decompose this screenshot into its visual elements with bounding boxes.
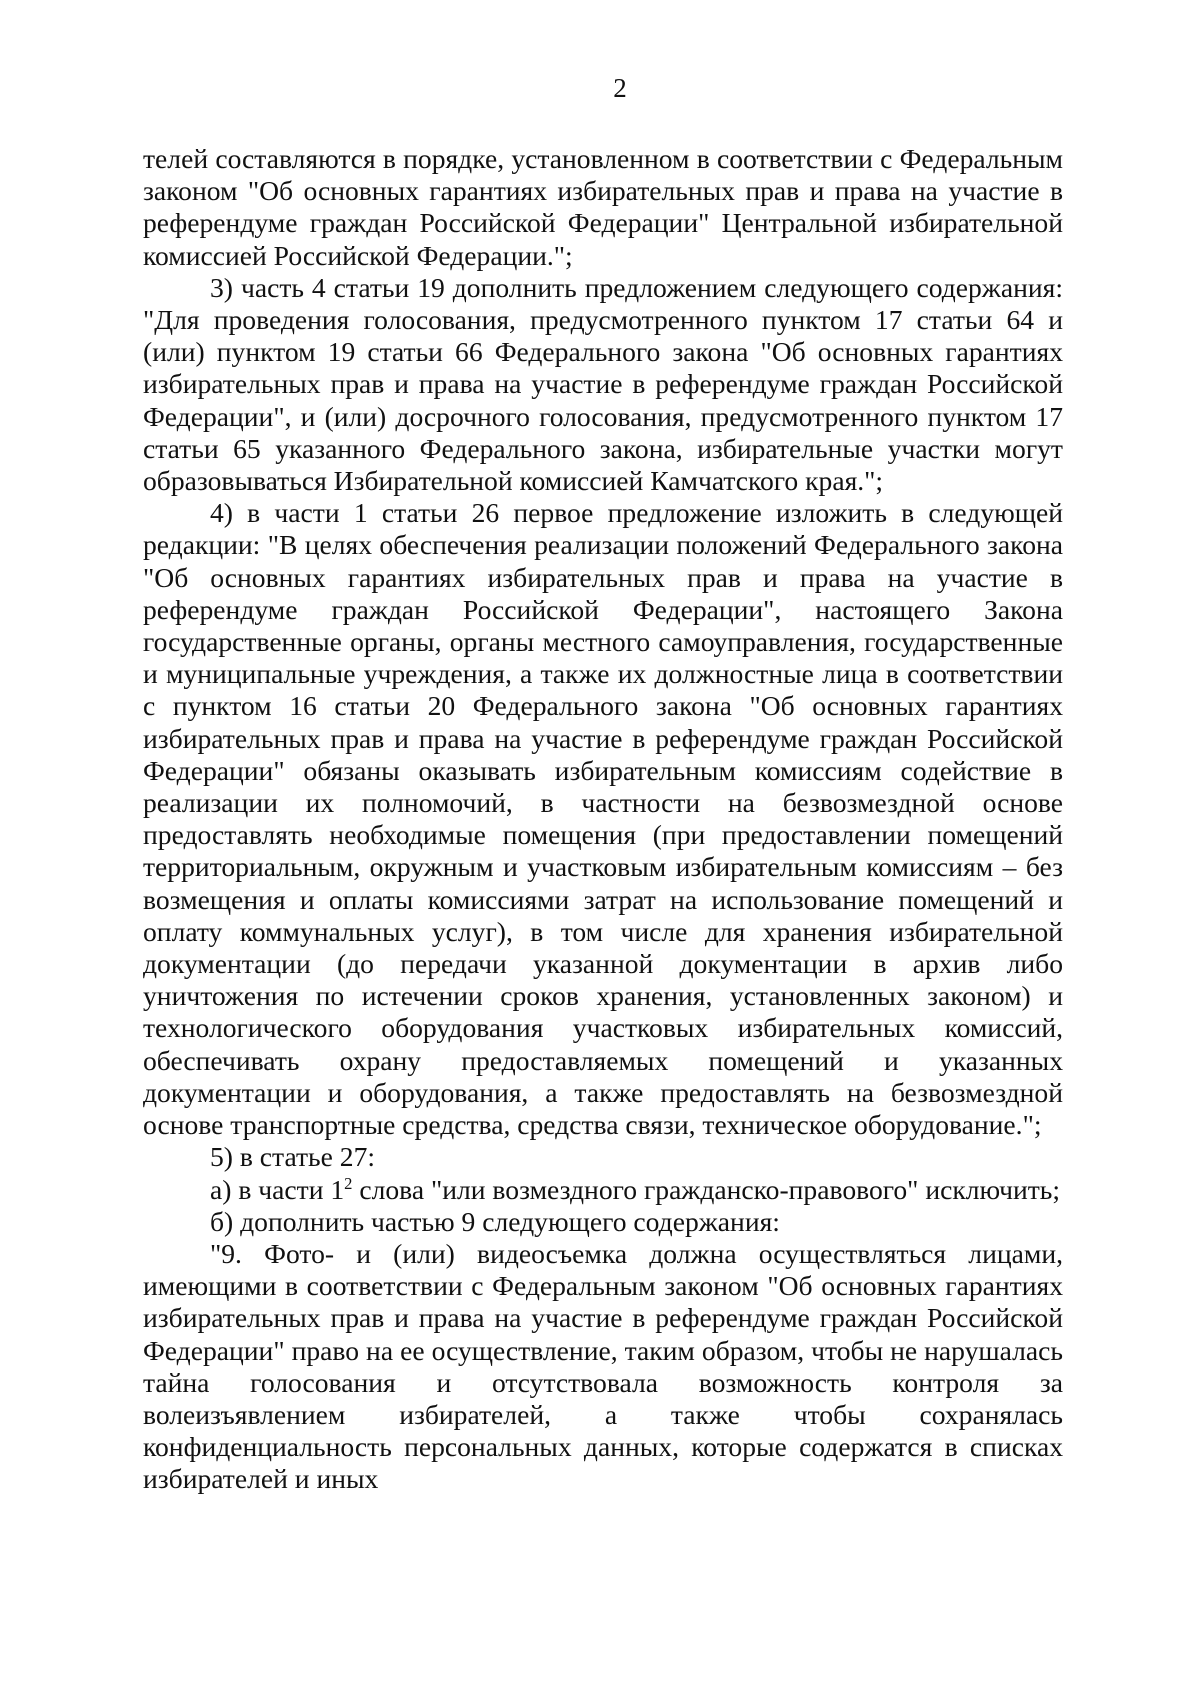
paragraph-continuation: телей составляются в порядке, установленном в соответствии с Федеральным законом "Об основных гарантиях избирательных прав и права на участие в референдуме граждан Российской Федерации" Центральной избирательной комиссией Российской Федерации."; — [143, 143, 1063, 271]
item-a-superscript: 2 — [344, 1173, 353, 1193]
paragraph-item-5b: б) дополнить частью 9 следующего содержания: — [210, 1205, 780, 1237]
page-number: 2 — [613, 73, 627, 103]
paragraph-item-5: 5) в статье 27: — [210, 1141, 376, 1173]
paragraph-item-5a — [143, 1174, 1063, 1206]
paragraph-item-4: 4) в части 1 статьи 26 первое предложение изложить в следующей редакции: "В целях обеспечения реализации положений Федерального закона "Об основных гарантиях избирательных прав и права на участие в референдуме граждан Российской Федерации", настоящего Закона государственные органы, органы местного самоуправления, государственные и муниципальные учреждения, а также их должностные лица в соответствии с пунктом 16 статьи 20 Федерального закона "Об основных гарантиях избирательных прав и права на участие в референдуме граждан Российской Федерации" обязаны оказывать избирательным комиссиям содействие в реализации их полномочий, в частности на безвозмездной основе предоставлять необходимые помещения (при предоставлении помещений территориальным, окружным и участковым избирательным комиссиям – без возмещения и оплаты комиссиями затрат на использование помещений и оплату коммунальных услуг), в том числе для хранения избирательной документации (до передачи указанной документации в архив либо уничтожения по истечении сроков хранения, установленных законом) и технологического оборудования участковых избирательных комиссий, обеспечивать охрану предоставляемых помещений и указанных документации и оборудования, а также предоставлять на безвозмездной основе транспортные средства, средства связи, техническое оборудование."; — [143, 497, 1063, 1141]
document-body — [143, 143, 1063, 1496]
paragraph-item-3: 3) часть 4 статьи 19 дополнить предложением следующего содержания: "Для проведения голосования, предусмотренного пунктом 17 статьи 64 и (или) пунктом 19 статьи 66 Федерального закона "Об основных гарантиях избирательных прав и права на участие в референдуме граждан Российской Федерации", и (или) досрочного голосования, предусмотренного пунктом 17 статьи 65 указанного Федерального закона, избирательные участки могут образовываться Избирательной комиссией Камчатского края."; — [143, 271, 1063, 497]
item-a-text-before: а) в части 1 — [210, 1173, 345, 1205]
paragraph-part-9: "9. Фото- и (или) видеосъемка должна осуществляться лицами, имеющими в соответствии с Федеральным законом "Об основных гарантиях избирательных прав и права на участие в референдуме граждан Российской Федерации" право на ее осуществление, таким образом, чтобы не нарушалась тайна голосования и отсутствовала возможность контроля за волеизъявлением избирателей, а также чтобы сохранялась конфиденциальность персональных данных, которые содержатся в списках избирателей и иных — [143, 1237, 1063, 1495]
item-a-text-after: слова "или возмездного гражданско-правового" исключить; — [352, 1173, 1061, 1205]
